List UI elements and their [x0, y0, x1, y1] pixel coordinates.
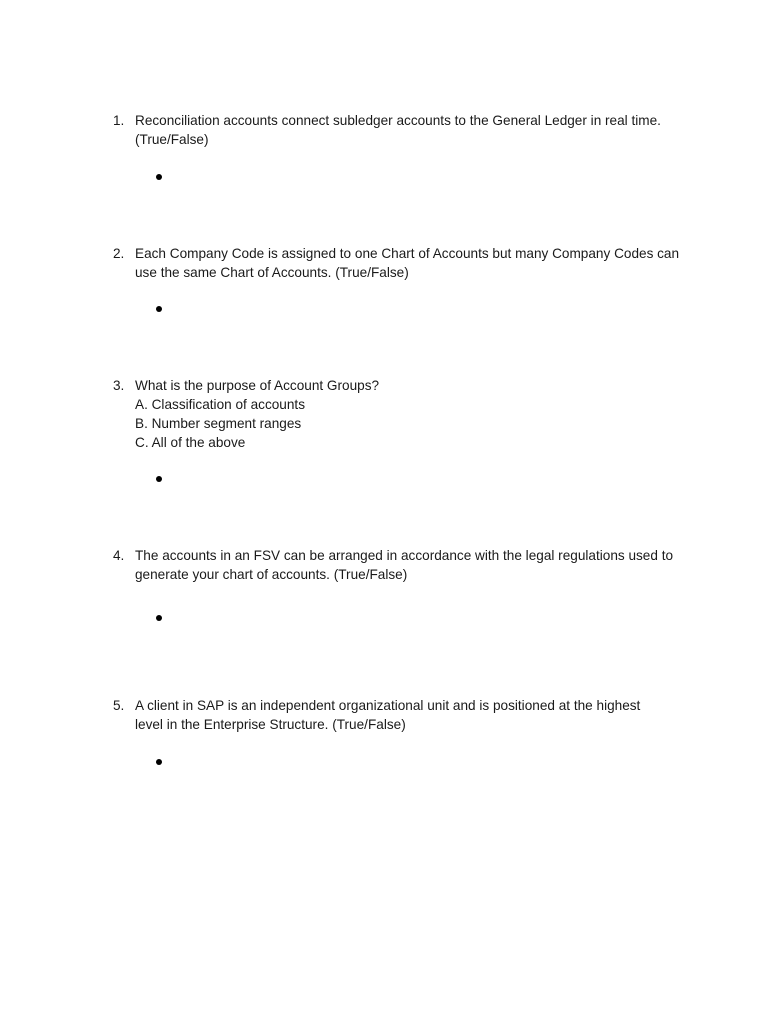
question-line: A client in SAP is an independent organizational unit and is positioned at the highest	[135, 698, 641, 713]
option-b: B. Number segment ranges	[135, 416, 302, 431]
question-line: Each Company Code is assigned to one Chart of Accounts but many Company Codes can	[135, 246, 680, 261]
question-text	[135, 546, 695, 584]
answer-bullet-3	[156, 476, 162, 482]
question-line: The accounts in an FSV can be arranged in accordance with the legal regulations used to	[135, 548, 674, 563]
question-text	[135, 376, 695, 452]
question-number: 4.	[113, 548, 125, 563]
question-line: (True/False)	[135, 132, 209, 147]
question-line: use the same Chart of Accounts. (True/False)	[135, 265, 409, 280]
question-line: generate your chart of accounts. (True/False)	[135, 567, 408, 582]
question-number: 2.	[113, 246, 125, 261]
question-number: 1.	[113, 113, 125, 128]
question-line: What is the purpose of Account Groups?	[135, 378, 380, 393]
question-number: 3.	[113, 378, 125, 393]
option-c: C. All of the above	[135, 435, 246, 450]
question-text	[135, 696, 695, 734]
question-text	[135, 111, 695, 149]
question-text	[135, 244, 695, 282]
answer-bullet-5	[156, 759, 162, 765]
answer-bullet-1	[156, 174, 162, 180]
answer-bullet-2	[156, 306, 162, 312]
question-line: level in the Enterprise Structure. (True/False)	[135, 717, 406, 732]
question-line: Reconciliation accounts connect subledger accounts to the General Ledger in real time.	[135, 113, 661, 128]
answer-bullet-4	[156, 615, 162, 621]
question-number: 5.	[113, 698, 125, 713]
option-a: A. Classification of accounts	[135, 397, 306, 412]
